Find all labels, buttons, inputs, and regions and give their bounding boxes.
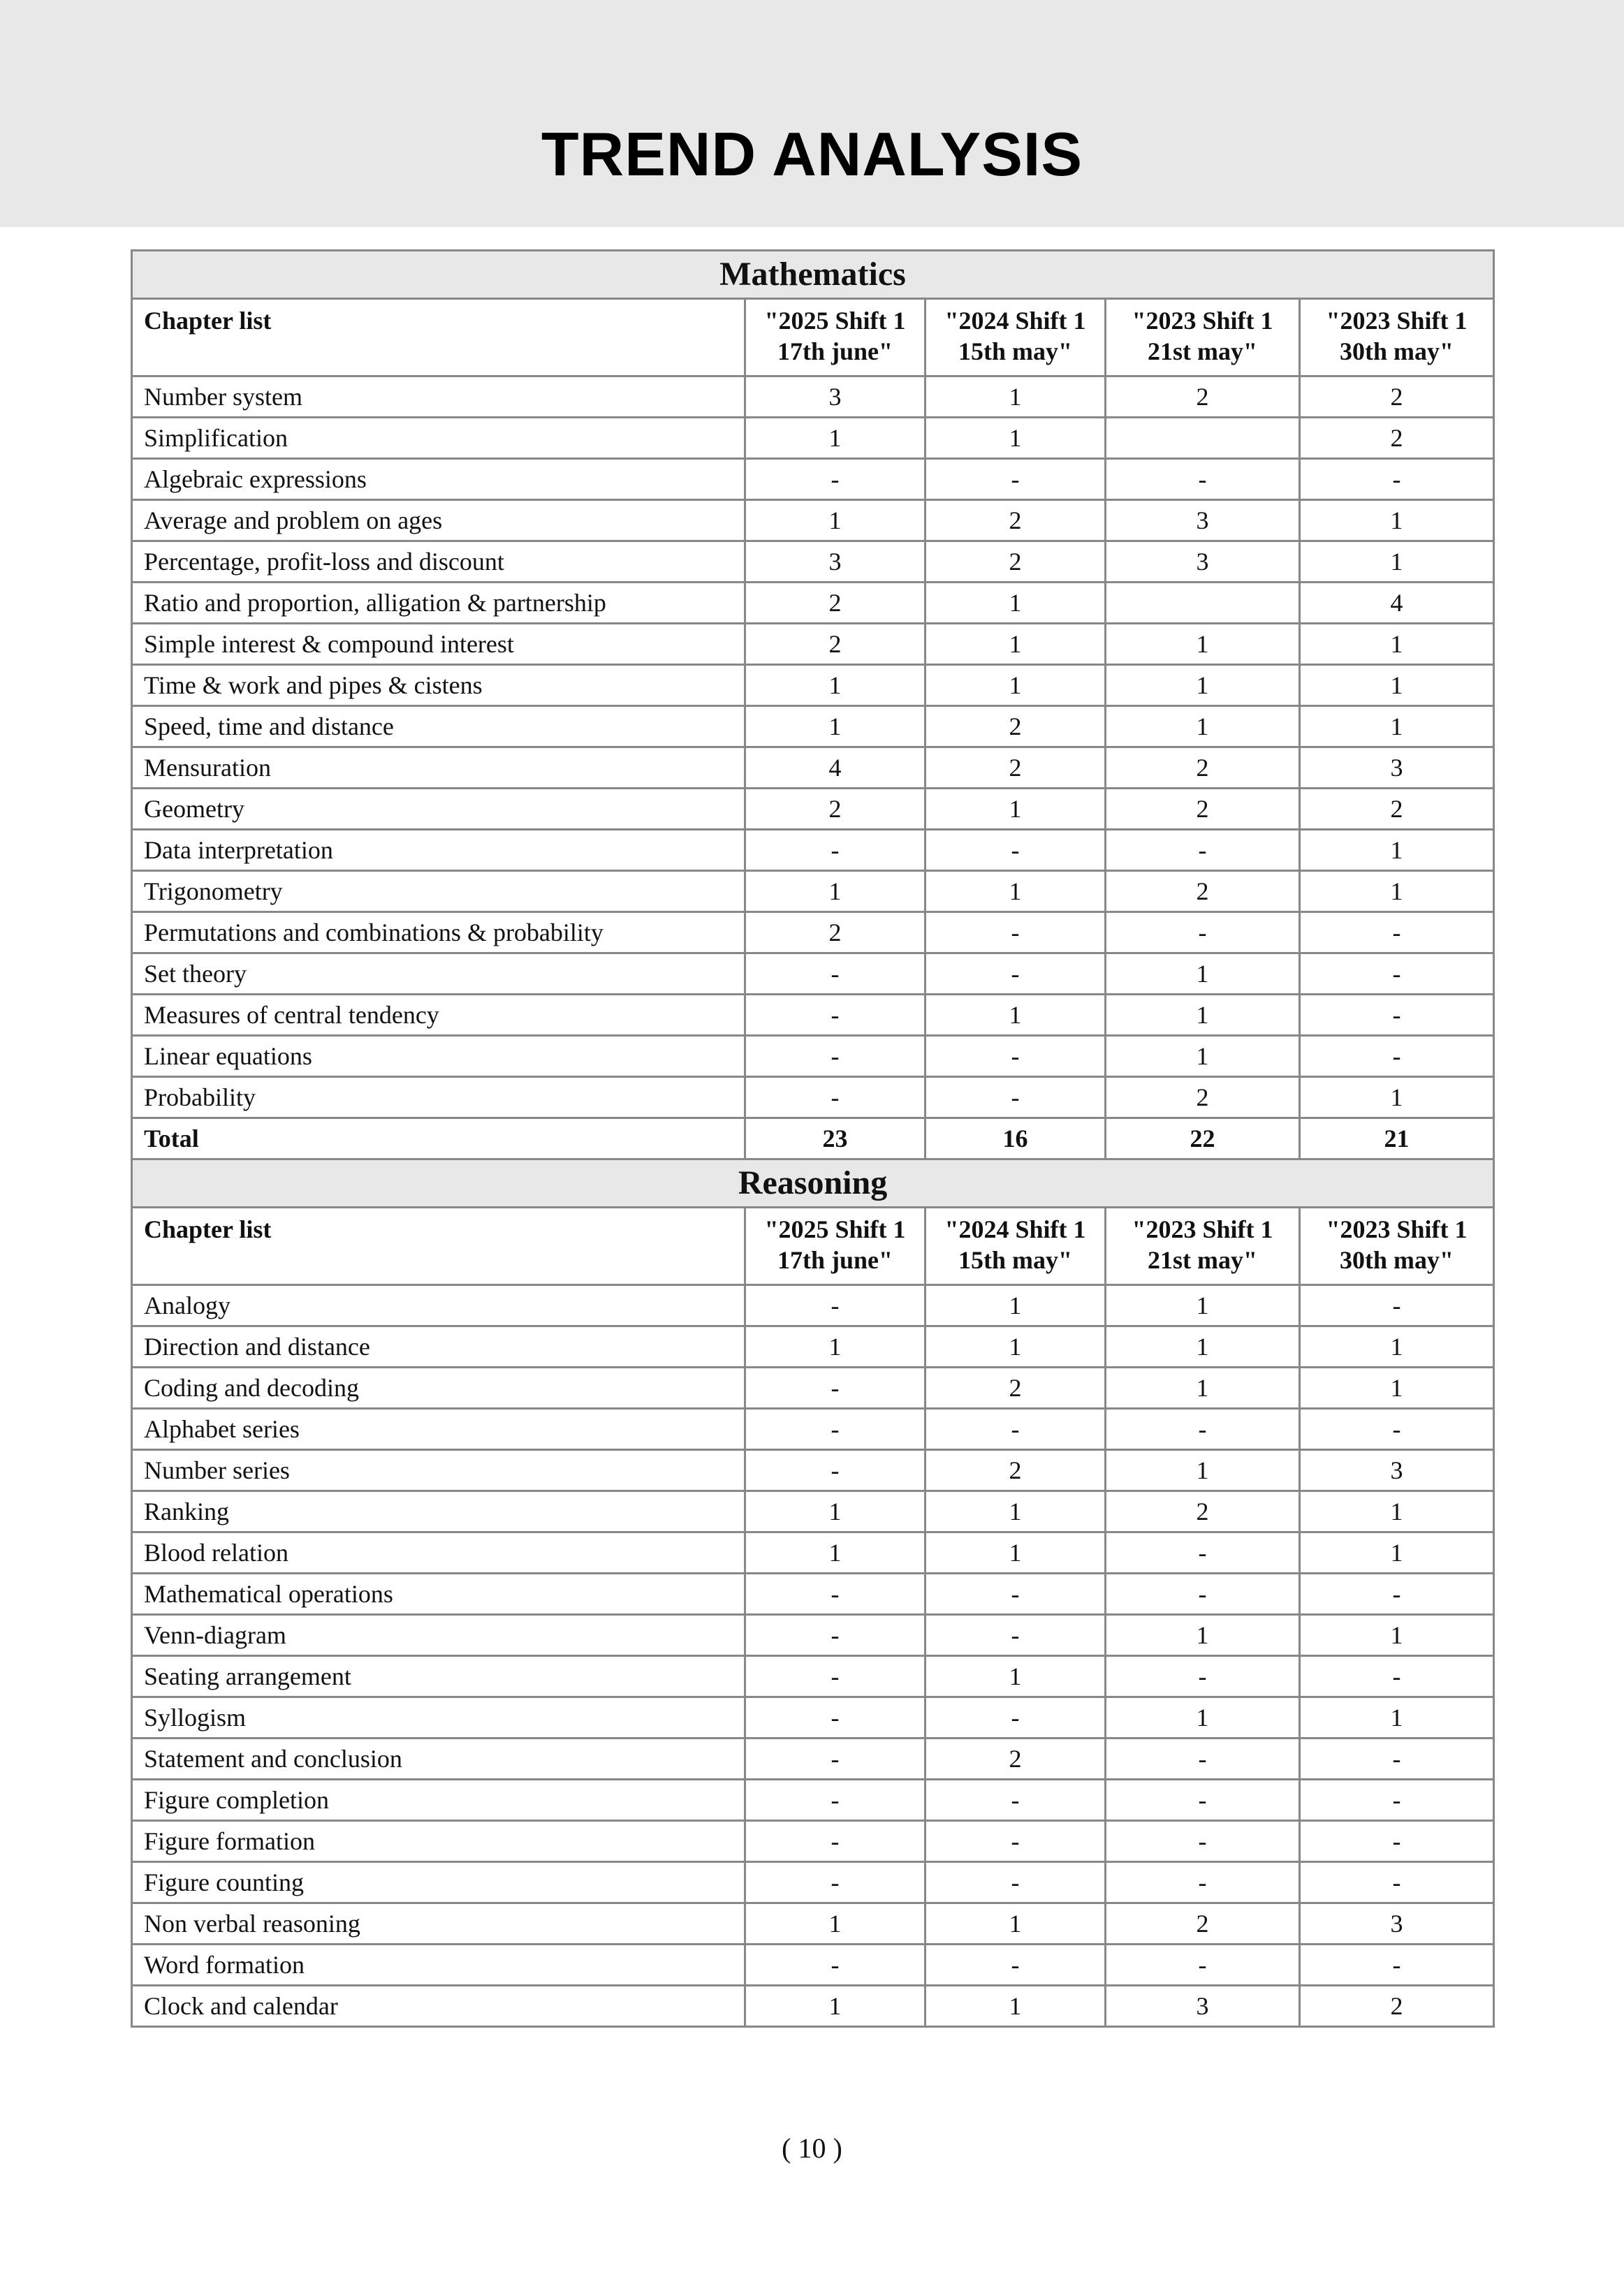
question-count: -: [745, 1656, 926, 1697]
question-count: 1: [1106, 953, 1300, 995]
table-row: [132, 995, 1494, 1036]
table-row: [132, 1862, 1494, 1903]
question-count: 1: [926, 1656, 1106, 1697]
table-row: [132, 789, 1494, 830]
question-count: -: [745, 1036, 926, 1077]
trend-table: [131, 249, 1495, 2028]
chapter-name: Simple interest & compound interest: [132, 624, 745, 665]
question-count: -: [1106, 459, 1300, 500]
total-value: 23: [745, 1118, 926, 1159]
column-header-exam: "2025 Shift 1 17th june": [745, 299, 926, 376]
column-header-exam: "2023 Shift 1 21st may": [1106, 299, 1300, 376]
table-row: [132, 1780, 1494, 1821]
question-count: 2: [1106, 1077, 1300, 1118]
table-row: [132, 1491, 1494, 1532]
chapter-name: Simplification: [132, 418, 745, 459]
question-count: -: [745, 1368, 926, 1409]
chapter-name: Direction and distance: [132, 1326, 745, 1368]
total-value: 22: [1106, 1118, 1300, 1159]
question-count: 1: [1300, 1615, 1494, 1656]
question-count: -: [745, 1574, 926, 1615]
question-count: -: [926, 1615, 1106, 1656]
table-row: [132, 541, 1494, 583]
question-count: 1: [1300, 1326, 1494, 1368]
question-count: 1: [745, 1491, 926, 1532]
table-row: [132, 1450, 1494, 1491]
question-count: 1: [745, 871, 926, 912]
question-count: 4: [745, 747, 926, 789]
question-count: 1: [745, 418, 926, 459]
table-row: [132, 1409, 1494, 1450]
question-count: 3: [1106, 500, 1300, 541]
question-count: 2: [1106, 789, 1300, 830]
chapter-name: Venn-diagram: [132, 1615, 745, 1656]
chapter-name: Alphabet series: [132, 1409, 745, 1450]
question-count: -: [1106, 1656, 1300, 1697]
question-count: 1: [745, 706, 926, 747]
column-header-chapter: Chapter list: [132, 1208, 745, 1285]
question-count: 2: [1106, 871, 1300, 912]
question-count: 1: [1106, 665, 1300, 706]
section-title: Reasoning: [132, 1159, 1494, 1208]
chapter-name: Blood relation: [132, 1532, 745, 1574]
question-count: -: [1106, 1409, 1300, 1450]
question-count: -: [926, 1574, 1106, 1615]
question-count: 2: [926, 500, 1106, 541]
question-count: -: [1106, 830, 1300, 871]
chapter-name: Permutations and combinations & probability: [132, 912, 745, 953]
column-header-exam: "2025 Shift 1 17th june": [745, 1208, 926, 1285]
question-count: -: [926, 1409, 1106, 1450]
table-row: [132, 459, 1494, 500]
table-row: [132, 1656, 1494, 1697]
question-count: -: [745, 953, 926, 995]
chapter-name: Word formation: [132, 1945, 745, 1986]
question-count: -: [1300, 1409, 1494, 1450]
question-count: 1: [1300, 1368, 1494, 1409]
chapter-name: Trigonometry: [132, 871, 745, 912]
question-count: -: [745, 1738, 926, 1780]
table-row: [132, 1697, 1494, 1738]
chapter-name: Syllogism: [132, 1697, 745, 1738]
chapter-name: Algebraic expressions: [132, 459, 745, 500]
question-count: 2: [1300, 418, 1494, 459]
question-count: 1: [745, 500, 926, 541]
question-count: 1: [1106, 706, 1300, 747]
question-count: -: [1300, 1780, 1494, 1821]
question-count: -: [1106, 1780, 1300, 1821]
question-count: 2: [1300, 1986, 1494, 2027]
question-count: 2: [1106, 376, 1300, 418]
chapter-name: Speed, time and distance: [132, 706, 745, 747]
table-row: [132, 1821, 1494, 1862]
question-count: 1: [926, 418, 1106, 459]
question-count: -: [1106, 1532, 1300, 1574]
table-row: [132, 1574, 1494, 1615]
question-count: 1: [745, 1903, 926, 1945]
column-header-exam: "2023 Shift 1 30th may": [1300, 1208, 1494, 1285]
question-count: -: [745, 1862, 926, 1903]
question-count: 2: [745, 624, 926, 665]
chapter-name: Clock and calendar: [132, 1986, 745, 2027]
table-row: [132, 1903, 1494, 1945]
question-count: -: [1300, 1862, 1494, 1903]
chapter-name: Analogy: [132, 1285, 745, 1326]
question-count: -: [1300, 953, 1494, 995]
question-count: 1: [926, 1986, 1106, 2027]
question-count: -: [745, 1945, 926, 1986]
question-count: 1: [926, 1326, 1106, 1368]
question-count: -: [745, 830, 926, 871]
question-count: -: [1300, 1821, 1494, 1862]
question-count: 2: [926, 1368, 1106, 1409]
question-count: 2: [926, 747, 1106, 789]
question-count: -: [1300, 1945, 1494, 1986]
total-row: [132, 1118, 1494, 1159]
chapter-name: Number system: [132, 376, 745, 418]
question-count: 2: [745, 583, 926, 624]
chapter-name: Mensuration: [132, 747, 745, 789]
section-title-row: [132, 1159, 1494, 1208]
chapter-name: Measures of central tendency: [132, 995, 745, 1036]
question-count: 1: [926, 583, 1106, 624]
question-count: -: [926, 1945, 1106, 1986]
question-count: -: [926, 1697, 1106, 1738]
chapter-name: Seating arrangement: [132, 1656, 745, 1697]
table-row: [132, 1615, 1494, 1656]
chapter-name: Statement and conclusion: [132, 1738, 745, 1780]
column-header-exam: "2023 Shift 1 21st may": [1106, 1208, 1300, 1285]
column-header-chapter: Chapter list: [132, 299, 745, 376]
question-count: -: [745, 1780, 926, 1821]
question-count: 1: [926, 995, 1106, 1036]
question-count: -: [745, 1077, 926, 1118]
table-row: [132, 747, 1494, 789]
chapter-name: Geometry: [132, 789, 745, 830]
table-row: [132, 1036, 1494, 1077]
trend-table-body: [132, 251, 1494, 2027]
section-title: Mathematics: [132, 251, 1494, 299]
table-row: [132, 953, 1494, 995]
table-row: [132, 418, 1494, 459]
question-count: -: [1106, 912, 1300, 953]
table-row: [132, 376, 1494, 418]
question-count: -: [1106, 1574, 1300, 1615]
question-count: 1: [745, 1986, 926, 2027]
question-count: 1: [1300, 665, 1494, 706]
question-count: -: [926, 1036, 1106, 1077]
question-count: -: [1300, 995, 1494, 1036]
chapter-name: Non verbal reasoning: [132, 1903, 745, 1945]
table-row: [132, 1986, 1494, 2027]
question-count: -: [926, 1780, 1106, 1821]
question-count: 1: [926, 1285, 1106, 1326]
question-count: 2: [1106, 1491, 1300, 1532]
header-row: [132, 299, 1494, 376]
question-count: 2: [1300, 789, 1494, 830]
table-row: [132, 1077, 1494, 1118]
question-count: 1: [1106, 1326, 1300, 1368]
section-title-row: [132, 251, 1494, 299]
question-count: 2: [926, 541, 1106, 583]
question-count: -: [745, 1615, 926, 1656]
question-count: -: [1300, 1656, 1494, 1697]
question-count: 3: [1106, 541, 1300, 583]
chapter-name: Ranking: [132, 1491, 745, 1532]
question-count: 2: [1300, 376, 1494, 418]
header-row: [132, 1208, 1494, 1285]
question-count: 1: [745, 1326, 926, 1368]
question-count: 3: [1106, 1986, 1300, 2027]
question-count: -: [926, 912, 1106, 953]
question-count: 1: [1300, 706, 1494, 747]
question-count: -: [1300, 912, 1494, 953]
question-count: -: [1300, 1036, 1494, 1077]
question-count: -: [745, 459, 926, 500]
question-count: -: [745, 1450, 926, 1491]
table-row: [132, 583, 1494, 624]
table-row: [132, 706, 1494, 747]
question-count: 1: [1300, 624, 1494, 665]
table-row: [132, 1738, 1494, 1780]
chapter-name: Data interpretation: [132, 830, 745, 871]
question-count: 1: [1106, 1368, 1300, 1409]
question-count: 1: [1300, 541, 1494, 583]
table-row: [132, 1532, 1494, 1574]
question-count: -: [745, 1285, 926, 1326]
question-count: 1: [1300, 871, 1494, 912]
question-count: 2: [926, 706, 1106, 747]
table-row: [132, 665, 1494, 706]
question-count: 1: [926, 789, 1106, 830]
question-count: -: [745, 995, 926, 1036]
table-row: [132, 1368, 1494, 1409]
question-count: -: [1300, 459, 1494, 500]
chapter-name: Ratio and proportion, alligation & partnership: [132, 583, 745, 624]
question-count: -: [926, 830, 1106, 871]
question-count: 1: [745, 665, 926, 706]
question-count: 2: [926, 1450, 1106, 1491]
question-count: 3: [1300, 747, 1494, 789]
question-count: 1: [1106, 1450, 1300, 1491]
question-count: 1: [1106, 1285, 1300, 1326]
question-count: -: [745, 1409, 926, 1450]
chapter-name: Linear equations: [132, 1036, 745, 1077]
question-count: 1: [1300, 1491, 1494, 1532]
question-count: 2: [1106, 1903, 1300, 1945]
table-row: [132, 830, 1494, 871]
column-header-exam: "2024 Shift 1 15th may": [926, 299, 1106, 376]
total-value: 21: [1300, 1118, 1494, 1159]
column-header-exam: "2024 Shift 1 15th may": [926, 1208, 1106, 1285]
question-count: -: [1106, 1945, 1300, 1986]
question-count: 3: [745, 541, 926, 583]
chapter-name: Average and problem on ages: [132, 500, 745, 541]
question-count: 1: [1300, 1697, 1494, 1738]
question-count: 1: [926, 1903, 1106, 1945]
page-title: TREND ANALYSIS: [541, 119, 1083, 189]
question-count: 3: [745, 376, 926, 418]
question-count: -: [926, 459, 1106, 500]
question-count: 1: [926, 376, 1106, 418]
question-count: 1: [926, 871, 1106, 912]
question-count: 1: [926, 1491, 1106, 1532]
table-row: [132, 871, 1494, 912]
question-count: 1: [1300, 830, 1494, 871]
question-count: -: [745, 1697, 926, 1738]
question-count: 1: [926, 1532, 1106, 1574]
question-count: 1: [926, 624, 1106, 665]
question-count: -: [745, 1821, 926, 1862]
header-banner: [0, 0, 1624, 227]
question-count: 4: [1300, 583, 1494, 624]
chapter-name: Number series: [132, 1450, 745, 1491]
chapter-name: Percentage, profit-loss and discount: [132, 541, 745, 583]
question-count: 1: [1106, 624, 1300, 665]
question-count: 1: [1106, 1697, 1300, 1738]
question-count: -: [926, 1821, 1106, 1862]
question-count: 2: [745, 789, 926, 830]
table-row: [132, 912, 1494, 953]
page-number: ( 10 ): [782, 2132, 842, 2164]
question-count: 1: [745, 1532, 926, 1574]
question-count: -: [1106, 1862, 1300, 1903]
question-count: [1106, 583, 1300, 624]
chapter-name: Mathematical operations: [132, 1574, 745, 1615]
question-count: -: [1300, 1574, 1494, 1615]
question-count: 1: [1106, 995, 1300, 1036]
question-count: -: [926, 1077, 1106, 1118]
question-count: 2: [926, 1738, 1106, 1780]
question-count: 1: [1106, 1036, 1300, 1077]
total-value: 16: [926, 1118, 1106, 1159]
chapter-name: Figure formation: [132, 1821, 745, 1862]
column-header-exam: "2023 Shift 1 30th may": [1300, 299, 1494, 376]
table-row: [132, 1945, 1494, 1986]
chapter-name: Figure counting: [132, 1862, 745, 1903]
question-count: 1: [1300, 500, 1494, 541]
total-label: Total: [132, 1118, 745, 1159]
question-count: -: [1300, 1285, 1494, 1326]
question-count: -: [1106, 1738, 1300, 1780]
question-count: 1: [1300, 1532, 1494, 1574]
chapter-name: Time & work and pipes & cistens: [132, 665, 745, 706]
question-count: -: [926, 953, 1106, 995]
question-count: 2: [745, 912, 926, 953]
question-count: 1: [1300, 1077, 1494, 1118]
table-row: [132, 1285, 1494, 1326]
chapter-name: Probability: [132, 1077, 745, 1118]
question-count: 1: [1106, 1615, 1300, 1656]
trend-table-container: [131, 249, 1493, 2028]
chapter-name: Coding and decoding: [132, 1368, 745, 1409]
question-count: 2: [1106, 747, 1300, 789]
question-count: 3: [1300, 1903, 1494, 1945]
table-row: [132, 624, 1494, 665]
question-count: -: [926, 1862, 1106, 1903]
table-row: [132, 1326, 1494, 1368]
question-count: -: [1300, 1738, 1494, 1780]
question-count: [1106, 418, 1300, 459]
chapter-name: Figure completion: [132, 1780, 745, 1821]
chapter-name: Set theory: [132, 953, 745, 995]
question-count: 1: [926, 665, 1106, 706]
table-row: [132, 500, 1494, 541]
question-count: 3: [1300, 1450, 1494, 1491]
question-count: -: [1106, 1821, 1300, 1862]
